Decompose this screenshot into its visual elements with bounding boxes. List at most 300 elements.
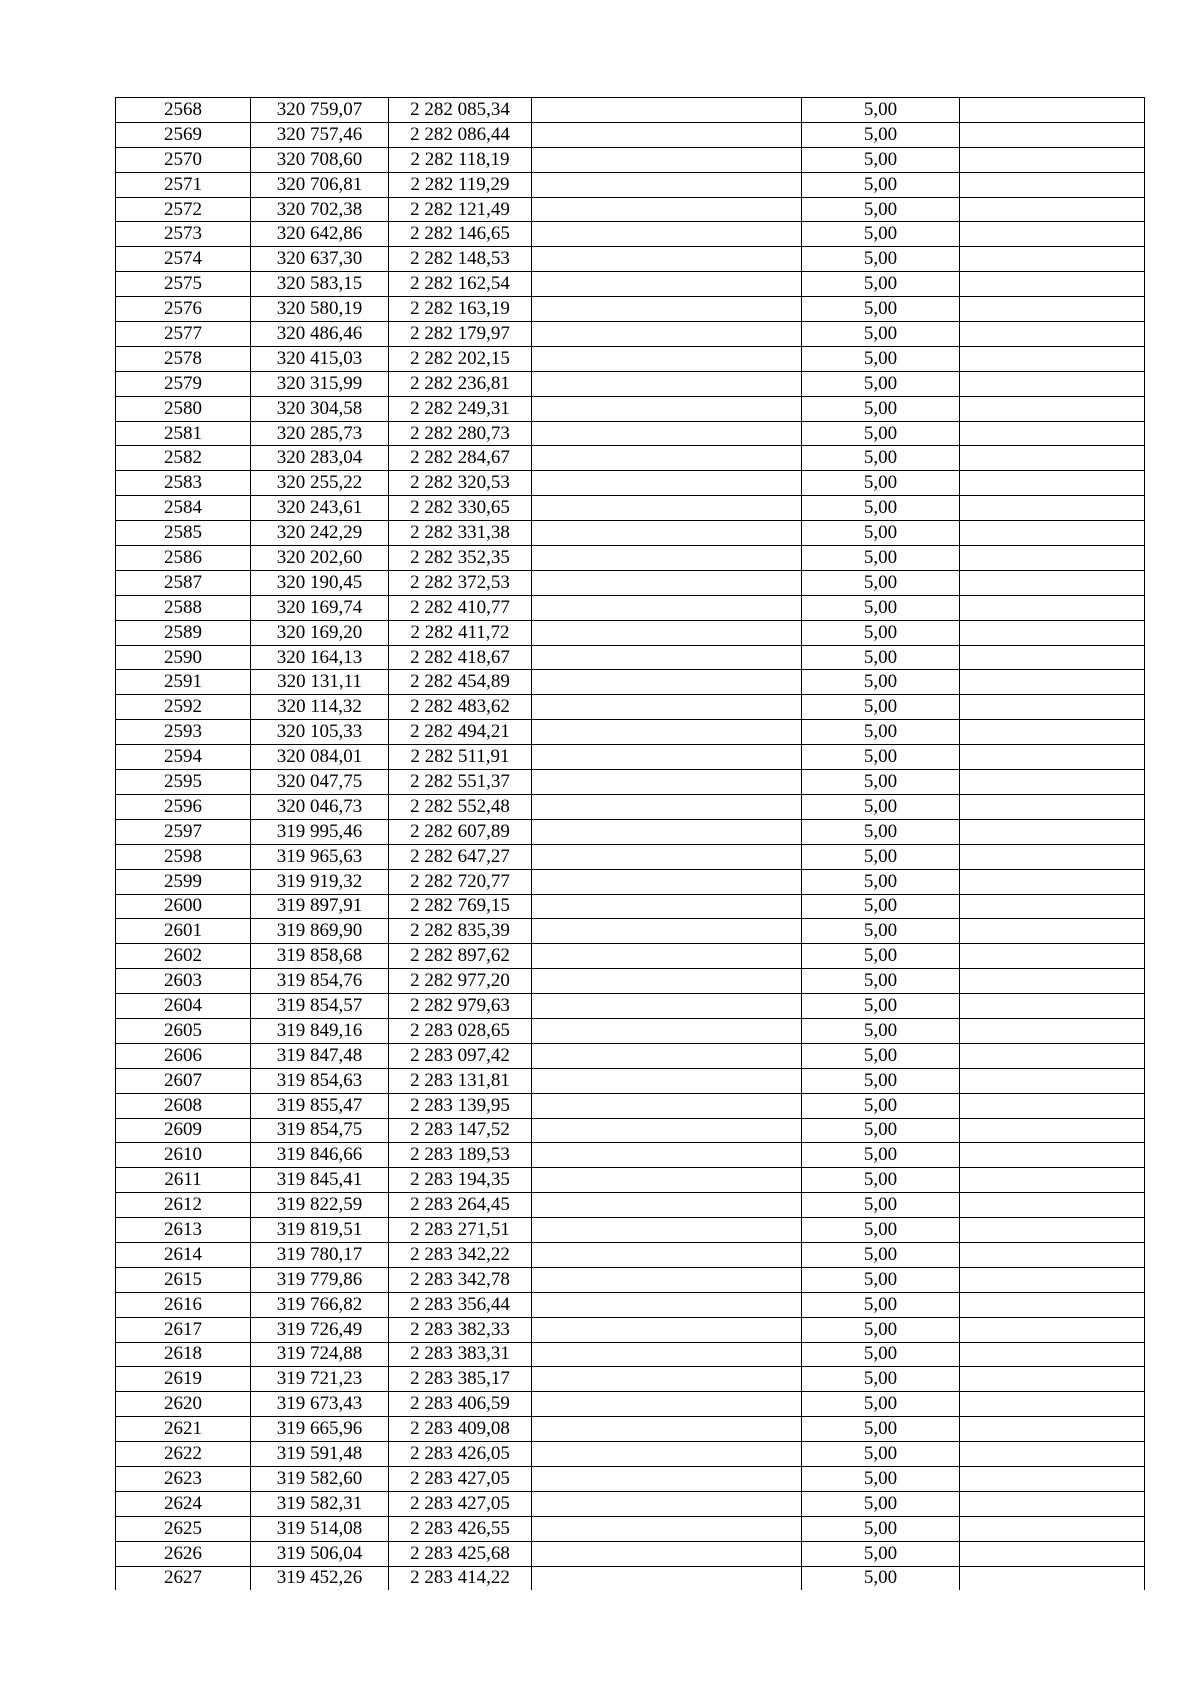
y-coordinate-cell: 2 282 085,34: [389, 98, 532, 123]
x-coordinate-cell: 319 506,04: [251, 1541, 389, 1566]
x-coordinate-cell: 319 849,16: [251, 1018, 389, 1043]
empty-cell: [532, 1168, 802, 1193]
table-row: [116, 1043, 1145, 1068]
empty-cell: [960, 1168, 1145, 1193]
table-row: [116, 819, 1145, 844]
y-coordinate-cell: 2 283 414,22: [389, 1566, 532, 1590]
value-cell: 5,00: [802, 645, 960, 670]
empty-cell: [532, 794, 802, 819]
value-cell: 5,00: [802, 894, 960, 919]
value-cell: 5,00: [802, 595, 960, 620]
y-coordinate-cell: 2 283 028,65: [389, 1018, 532, 1043]
y-coordinate-cell: 2 282 494,21: [389, 720, 532, 745]
y-coordinate-cell: 2 282 146,65: [389, 222, 532, 247]
y-coordinate-cell: 2 283 194,35: [389, 1168, 532, 1193]
empty-cell: [960, 1317, 1145, 1342]
empty-cell: [960, 222, 1145, 247]
value-cell: 5,00: [802, 794, 960, 819]
empty-cell: [960, 794, 1145, 819]
table-row: [116, 695, 1145, 720]
table-row: [116, 147, 1145, 172]
x-coordinate-cell: 319 845,41: [251, 1168, 389, 1193]
empty-cell: [532, 222, 802, 247]
empty-cell: [532, 670, 802, 695]
empty-cell: [532, 1118, 802, 1143]
empty-cell: [532, 844, 802, 869]
table-row: [116, 1317, 1145, 1342]
table-row: [116, 1143, 1145, 1168]
coordinates-table-body: [116, 98, 1145, 1591]
empty-cell: [960, 894, 1145, 919]
empty-cell: [960, 994, 1145, 1019]
y-coordinate-cell: 2 283 131,81: [389, 1068, 532, 1093]
x-coordinate-cell: 319 854,57: [251, 994, 389, 1019]
y-coordinate-cell: 2 282 835,39: [389, 919, 532, 944]
value-cell: 5,00: [802, 1218, 960, 1243]
empty-cell: [532, 396, 802, 421]
empty-cell: [532, 346, 802, 371]
y-coordinate-cell: 2 282 202,15: [389, 346, 532, 371]
x-coordinate-cell: 319 582,60: [251, 1466, 389, 1491]
x-coordinate-cell: 319 582,31: [251, 1491, 389, 1516]
point-number-cell: 2595: [116, 770, 251, 795]
empty-cell: [960, 346, 1145, 371]
value-cell: 5,00: [802, 197, 960, 222]
x-coordinate-cell: 320 702,38: [251, 197, 389, 222]
empty-cell: [960, 595, 1145, 620]
table-row: [116, 1093, 1145, 1118]
empty-cell: [532, 570, 802, 595]
x-coordinate-cell: 320 190,45: [251, 570, 389, 595]
value-cell: 5,00: [802, 770, 960, 795]
value-cell: 5,00: [802, 1043, 960, 1068]
y-coordinate-cell: 2 283 425,68: [389, 1541, 532, 1566]
point-number-cell: 2577: [116, 322, 251, 347]
value-cell: 5,00: [802, 969, 960, 994]
empty-cell: [960, 122, 1145, 147]
empty-cell: [960, 197, 1145, 222]
x-coordinate-cell: 319 995,46: [251, 819, 389, 844]
empty-cell: [960, 1093, 1145, 1118]
x-coordinate-cell: 319 673,43: [251, 1392, 389, 1417]
empty-cell: [532, 745, 802, 770]
y-coordinate-cell: 2 283 409,08: [389, 1417, 532, 1442]
empty-cell: [532, 1218, 802, 1243]
empty-cell: [532, 521, 802, 546]
value-cell: 5,00: [802, 1367, 960, 1392]
point-number-cell: 2625: [116, 1516, 251, 1541]
table-row: [116, 1118, 1145, 1143]
y-coordinate-cell: 2 282 179,97: [389, 322, 532, 347]
empty-cell: [960, 396, 1145, 421]
table-row: [116, 969, 1145, 994]
y-coordinate-cell: 2 283 426,55: [389, 1516, 532, 1541]
point-number-cell: 2613: [116, 1218, 251, 1243]
point-number-cell: 2586: [116, 546, 251, 571]
point-number-cell: 2600: [116, 894, 251, 919]
point-number-cell: 2611: [116, 1168, 251, 1193]
point-number-cell: 2606: [116, 1043, 251, 1068]
empty-cell: [960, 770, 1145, 795]
y-coordinate-cell: 2 283 097,42: [389, 1043, 532, 1068]
empty-cell: [532, 1193, 802, 1218]
value-cell: 5,00: [802, 297, 960, 322]
table-row: [116, 1491, 1145, 1516]
empty-cell: [532, 770, 802, 795]
y-coordinate-cell: 2 283 342,78: [389, 1267, 532, 1292]
point-number-cell: 2623: [116, 1466, 251, 1491]
value-cell: 5,00: [802, 346, 960, 371]
x-coordinate-cell: 320 164,13: [251, 645, 389, 670]
table-row: [116, 1242, 1145, 1267]
table-row: [116, 794, 1145, 819]
x-coordinate-cell: 319 780,17: [251, 1242, 389, 1267]
point-number-cell: 2597: [116, 819, 251, 844]
empty-cell: [532, 122, 802, 147]
table-row: [116, 1168, 1145, 1193]
y-coordinate-cell: 2 282 086,44: [389, 122, 532, 147]
value-cell: 5,00: [802, 1267, 960, 1292]
x-coordinate-cell: 319 819,51: [251, 1218, 389, 1243]
point-number-cell: 2575: [116, 272, 251, 297]
y-coordinate-cell: 2 282 330,65: [389, 496, 532, 521]
point-number-cell: 2607: [116, 1068, 251, 1093]
empty-cell: [960, 421, 1145, 446]
y-coordinate-cell: 2 282 607,89: [389, 819, 532, 844]
empty-cell: [960, 670, 1145, 695]
value-cell: 5,00: [802, 1342, 960, 1367]
table-row: [116, 98, 1145, 123]
y-coordinate-cell: 2 282 249,31: [389, 396, 532, 421]
point-number-cell: 2585: [116, 521, 251, 546]
value-cell: 5,00: [802, 1466, 960, 1491]
table-row: [116, 1068, 1145, 1093]
point-number-cell: 2583: [116, 471, 251, 496]
point-number-cell: 2615: [116, 1267, 251, 1292]
x-coordinate-cell: 319 854,63: [251, 1068, 389, 1093]
value-cell: 5,00: [802, 944, 960, 969]
x-coordinate-cell: 320 486,46: [251, 322, 389, 347]
point-number-cell: 2568: [116, 98, 251, 123]
empty-cell: [960, 1043, 1145, 1068]
empty-cell: [960, 1541, 1145, 1566]
value-cell: 5,00: [802, 496, 960, 521]
point-number-cell: 2598: [116, 844, 251, 869]
x-coordinate-cell: 319 854,76: [251, 969, 389, 994]
table-row: [116, 496, 1145, 521]
point-number-cell: 2622: [116, 1442, 251, 1467]
x-coordinate-cell: 319 869,90: [251, 919, 389, 944]
empty-cell: [960, 147, 1145, 172]
value-cell: 5,00: [802, 546, 960, 571]
empty-cell: [960, 1566, 1145, 1590]
x-coordinate-cell: 319 591,48: [251, 1442, 389, 1467]
empty-cell: [960, 1491, 1145, 1516]
point-number-cell: 2592: [116, 695, 251, 720]
empty-cell: [960, 919, 1145, 944]
empty-cell: [532, 1516, 802, 1541]
x-coordinate-cell: 320 285,73: [251, 421, 389, 446]
value-cell: 5,00: [802, 1242, 960, 1267]
x-coordinate-cell: 320 255,22: [251, 471, 389, 496]
point-number-cell: 2569: [116, 122, 251, 147]
value-cell: 5,00: [802, 1516, 960, 1541]
empty-cell: [960, 720, 1145, 745]
value-cell: 5,00: [802, 172, 960, 197]
y-coordinate-cell: 2 282 162,54: [389, 272, 532, 297]
table-row: [116, 1566, 1145, 1590]
table-row: [116, 272, 1145, 297]
y-coordinate-cell: 2 282 511,91: [389, 745, 532, 770]
x-coordinate-cell: 320 283,04: [251, 446, 389, 471]
y-coordinate-cell: 2 283 147,52: [389, 1118, 532, 1143]
table-row: [116, 944, 1145, 969]
y-coordinate-cell: 2 282 769,15: [389, 894, 532, 919]
point-number-cell: 2627: [116, 1566, 251, 1590]
y-coordinate-cell: 2 283 271,51: [389, 1218, 532, 1243]
empty-cell: [532, 944, 802, 969]
empty-cell: [532, 1292, 802, 1317]
empty-cell: [960, 322, 1145, 347]
y-coordinate-cell: 2 282 977,20: [389, 969, 532, 994]
x-coordinate-cell: 320 315,99: [251, 371, 389, 396]
point-number-cell: 2617: [116, 1317, 251, 1342]
table-row: [116, 1516, 1145, 1541]
empty-cell: [960, 944, 1145, 969]
x-coordinate-cell: 320 415,03: [251, 346, 389, 371]
empty-cell: [960, 1442, 1145, 1467]
x-coordinate-cell: 319 858,68: [251, 944, 389, 969]
y-coordinate-cell: 2 283 427,05: [389, 1466, 532, 1491]
value-cell: 5,00: [802, 247, 960, 272]
x-coordinate-cell: 320 169,20: [251, 620, 389, 645]
empty-cell: [532, 371, 802, 396]
empty-cell: [532, 1018, 802, 1043]
x-coordinate-cell: 319 726,49: [251, 1317, 389, 1342]
table-row: [116, 371, 1145, 396]
empty-cell: [532, 197, 802, 222]
empty-cell: [532, 1466, 802, 1491]
empty-cell: [960, 1292, 1145, 1317]
empty-cell: [960, 1267, 1145, 1292]
point-number-cell: 2591: [116, 670, 251, 695]
x-coordinate-cell: 320 706,81: [251, 172, 389, 197]
point-number-cell: 2601: [116, 919, 251, 944]
point-number-cell: 2610: [116, 1143, 251, 1168]
x-coordinate-cell: 320 047,75: [251, 770, 389, 795]
point-number-cell: 2570: [116, 147, 251, 172]
empty-cell: [960, 1068, 1145, 1093]
empty-cell: [532, 471, 802, 496]
empty-cell: [960, 496, 1145, 521]
empty-cell: [960, 1516, 1145, 1541]
table-row: [116, 172, 1145, 197]
y-coordinate-cell: 2 283 385,17: [389, 1367, 532, 1392]
point-number-cell: 2614: [116, 1242, 251, 1267]
y-coordinate-cell: 2 282 411,72: [389, 620, 532, 645]
empty-cell: [532, 720, 802, 745]
table-row: [116, 546, 1145, 571]
value-cell: 5,00: [802, 1118, 960, 1143]
empty-cell: [532, 1242, 802, 1267]
empty-cell: [960, 172, 1145, 197]
table-row: [116, 197, 1145, 222]
value-cell: 5,00: [802, 570, 960, 595]
table-row: [116, 346, 1145, 371]
empty-cell: [532, 919, 802, 944]
table-row: [116, 1466, 1145, 1491]
table-row: [116, 471, 1145, 496]
table-row: [116, 1417, 1145, 1442]
empty-cell: [960, 446, 1145, 471]
point-number-cell: 2571: [116, 172, 251, 197]
empty-cell: [960, 869, 1145, 894]
value-cell: 5,00: [802, 371, 960, 396]
empty-cell: [532, 1143, 802, 1168]
table-row: [116, 670, 1145, 695]
table-row: [116, 994, 1145, 1019]
table-row: [116, 1193, 1145, 1218]
value-cell: 5,00: [802, 521, 960, 546]
empty-cell: [960, 297, 1145, 322]
table-row: [116, 1541, 1145, 1566]
table-row: [116, 1342, 1145, 1367]
table-row: [116, 1218, 1145, 1243]
value-cell: 5,00: [802, 620, 960, 645]
y-coordinate-cell: 2 282 454,89: [389, 670, 532, 695]
point-number-cell: 2626: [116, 1541, 251, 1566]
y-coordinate-cell: 2 283 427,05: [389, 1491, 532, 1516]
table-row: [116, 122, 1145, 147]
empty-cell: [532, 546, 802, 571]
y-coordinate-cell: 2 283 383,31: [389, 1342, 532, 1367]
empty-cell: [960, 819, 1145, 844]
value-cell: 5,00: [802, 471, 960, 496]
point-number-cell: 2619: [116, 1367, 251, 1392]
table-row: [116, 844, 1145, 869]
table-row: [116, 645, 1145, 670]
point-number-cell: 2576: [116, 297, 251, 322]
table-row: [116, 770, 1145, 795]
table-row: [116, 620, 1145, 645]
point-number-cell: 2616: [116, 1292, 251, 1317]
table-row: [116, 1367, 1145, 1392]
y-coordinate-cell: 2 283 426,05: [389, 1442, 532, 1467]
point-number-cell: 2594: [116, 745, 251, 770]
value-cell: 5,00: [802, 844, 960, 869]
empty-cell: [532, 620, 802, 645]
empty-cell: [532, 247, 802, 272]
empty-cell: [960, 1143, 1145, 1168]
empty-cell: [532, 297, 802, 322]
point-number-cell: 2580: [116, 396, 251, 421]
empty-cell: [960, 1466, 1145, 1491]
y-coordinate-cell: 2 282 483,62: [389, 695, 532, 720]
empty-cell: [960, 620, 1145, 645]
x-coordinate-cell: 319 965,63: [251, 844, 389, 869]
y-coordinate-cell: 2 282 280,73: [389, 421, 532, 446]
point-number-cell: 2588: [116, 595, 251, 620]
empty-cell: [960, 695, 1145, 720]
coordinates-table: [115, 97, 1145, 1590]
empty-cell: [960, 471, 1145, 496]
value-cell: 5,00: [802, 994, 960, 1019]
point-number-cell: 2593: [116, 720, 251, 745]
empty-cell: [532, 1043, 802, 1068]
empty-cell: [960, 1417, 1145, 1442]
x-coordinate-cell: 320 243,61: [251, 496, 389, 521]
empty-cell: [532, 869, 802, 894]
x-coordinate-cell: 320 105,33: [251, 720, 389, 745]
empty-cell: [532, 98, 802, 123]
x-coordinate-cell: 320 046,73: [251, 794, 389, 819]
empty-cell: [532, 1367, 802, 1392]
empty-cell: [960, 1242, 1145, 1267]
y-coordinate-cell: 2 282 372,53: [389, 570, 532, 595]
empty-cell: [960, 1218, 1145, 1243]
point-number-cell: 2620: [116, 1392, 251, 1417]
value-cell: 5,00: [802, 695, 960, 720]
empty-cell: [532, 322, 802, 347]
x-coordinate-cell: 319 779,86: [251, 1267, 389, 1292]
value-cell: 5,00: [802, 1442, 960, 1467]
empty-cell: [532, 595, 802, 620]
empty-cell: [960, 1018, 1145, 1043]
y-coordinate-cell: 2 282 552,48: [389, 794, 532, 819]
empty-cell: [960, 1118, 1145, 1143]
y-coordinate-cell: 2 282 320,53: [389, 471, 532, 496]
y-coordinate-cell: 2 282 236,81: [389, 371, 532, 396]
x-coordinate-cell: 320 084,01: [251, 745, 389, 770]
empty-cell: [960, 546, 1145, 571]
point-number-cell: 2581: [116, 421, 251, 446]
table-row: [116, 894, 1145, 919]
empty-cell: [532, 819, 802, 844]
x-coordinate-cell: 319 665,96: [251, 1417, 389, 1442]
x-coordinate-cell: 320 242,29: [251, 521, 389, 546]
empty-cell: [960, 1193, 1145, 1218]
y-coordinate-cell: 2 282 148,53: [389, 247, 532, 272]
value-cell: 5,00: [802, 1566, 960, 1590]
y-coordinate-cell: 2 282 331,38: [389, 521, 532, 546]
value-cell: 5,00: [802, 1068, 960, 1093]
point-number-cell: 2624: [116, 1491, 251, 1516]
x-coordinate-cell: 319 897,91: [251, 894, 389, 919]
empty-cell: [532, 421, 802, 446]
value-cell: 5,00: [802, 1491, 960, 1516]
value-cell: 5,00: [802, 446, 960, 471]
y-coordinate-cell: 2 282 121,49: [389, 197, 532, 222]
table-row: [116, 446, 1145, 471]
y-coordinate-cell: 2 283 382,33: [389, 1317, 532, 1342]
empty-cell: [532, 1068, 802, 1093]
empty-cell: [532, 147, 802, 172]
y-coordinate-cell: 2 283 264,45: [389, 1193, 532, 1218]
table-row: [116, 1442, 1145, 1467]
x-coordinate-cell: 319 854,75: [251, 1118, 389, 1143]
y-coordinate-cell: 2 283 406,59: [389, 1392, 532, 1417]
point-number-cell: 2589: [116, 620, 251, 645]
y-coordinate-cell: 2 283 356,44: [389, 1292, 532, 1317]
value-cell: 5,00: [802, 745, 960, 770]
empty-cell: [960, 247, 1145, 272]
table-row: [116, 570, 1145, 595]
point-number-cell: 2573: [116, 222, 251, 247]
x-coordinate-cell: 319 919,32: [251, 869, 389, 894]
point-number-cell: 2603: [116, 969, 251, 994]
x-coordinate-cell: 319 766,82: [251, 1292, 389, 1317]
empty-cell: [960, 570, 1145, 595]
